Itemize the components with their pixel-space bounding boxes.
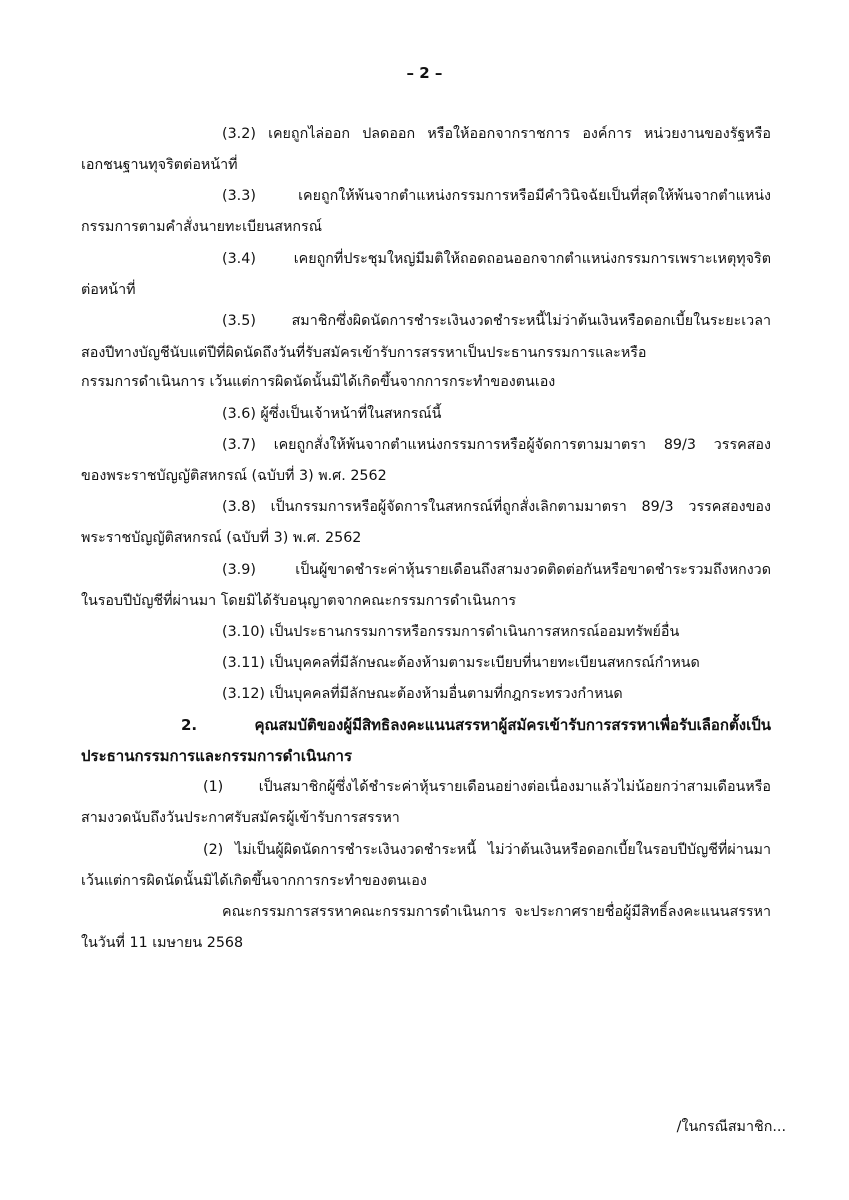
text-line: (3.9) เป็นผู้ขาดชำระค่าหุ้นรายเดือนถึงสามงวดติดต่อกันหรือขาดชำระรวมถึงหกงวด <box>222 562 771 578</box>
text-line: (3.8) เป็นกรรมการหรือผู้จัดการในสหกรณ์ที่ถูกสั่งเลิกตามมาตรา 89/3 วรรคสองของ <box>222 499 771 515</box>
text-line: (3.5) สมาชิกซึ่งผิดนัดการชำระเงินงวดชำระหนี้ไม่ว่าต้นเงินหรือดอกเบี้ยในระยะเวลา <box>222 313 771 329</box>
section-heading: 2. คุณสมบัติของผู้มีสิทธิลงคะแนนสรรหาผู้สมัครเข้ารับการสรรหาเพื่อรับเลือกตั้งเป็น <box>181 716 771 734</box>
page-number: – 2 – <box>406 64 443 82</box>
text-line: ในวันที่ 11 เมษายน 2568 <box>81 935 244 951</box>
text-line: (3.3) เคยถูกให้พ้นจากตำแหน่งกรรมการหรือมีคำวินิจฉัยเป็นที่สุดให้พ้นจากตำแหน่ง <box>222 188 771 204</box>
section-heading-cont: ประธานกรรมการและกรรมการดำเนินการ <box>81 747 353 765</box>
text-line: (3.10) เป็นประธานกรรมการหรือกรรมการดำเนินการสหกรณ์ออมทรัพย์อื่น <box>222 624 680 640</box>
text-line: ในรอบปีบัญชีที่ผ่านมา โดยมิได้รับอนุญาตจากคณะกรรมการดำเนินการ <box>81 593 517 609</box>
text-line: เว้นแต่การผิดนัดนั้นมิได้เกิดขึ้นจากการกระทำของตนเอง <box>81 873 427 889</box>
text-line: ของพระราชบัญญัติสหกรณ์ (ฉบับที่ 3) พ.ศ. 2562 <box>81 468 387 484</box>
text-line: คณะกรรมการสรรหาคณะกรรมการดำเนินการ จะประกาศรายชื่อผู้มีสิทธิ์ลงคะแนนสรรหา <box>222 904 771 920</box>
text-line: ต่อหน้าที่ <box>81 282 136 298</box>
text-line: (3.7) เคยถูกสั่งให้พ้นจากตำแหน่งกรรมการหรือผู้จัดการตามมาตรา 89/3 วรรคสอง <box>222 437 771 453</box>
text-line: กรรมการตามคำสั่งนายทะเบียนสหกรณ์ <box>81 219 322 235</box>
text-line: (3.6) ผู้ซึ่งเป็นเจ้าหน้าที่ในสหกรณ์นี้ <box>222 406 442 422</box>
text-line: เอกชนฐานทุจริตต่อหน้าที่ <box>81 157 238 173</box>
text-line: (3.4) เคยถูกที่ประชุมใหญ่มีมติให้ถอดถอนออกจากตำแหน่งกรรมการเพราะเหตุทุจริต <box>222 251 771 267</box>
text-line: (2) ไม่เป็นผู้ผิดนัดการชำระเงินงวดชำระหนี้ ไม่ว่าต้นเงินหรือดอกเบี้ยในรอบปีบัญชีที่ผ่านมา <box>203 842 771 858</box>
text-line: สองปีทางบัญชีนับแต่ปีที่ผิดนัดถึงวันที่รับสมัครเข้ารับการสรรหาเป็นประธานกรรมการและหรือ <box>81 345 647 361</box>
text-line: (3.2) เคยถูกไล่ออก ปลดออก หรือให้ออกจากราชการ องค์การ หน่วยงานของรัฐหรือ <box>222 126 771 142</box>
text-line: (1) เป็นสมาชิกผู้ซึ่งได้ชำระค่าหุ้นรายเดือนอย่างต่อเนื่องมาแล้วไม่น้อยกว่าสามเดือนหรือ <box>203 779 771 795</box>
text-line: (3.12) เป็นบุคคลที่มีลักษณะต้องห้ามอื่นตามที่กฎกระทรวงกำหนด <box>222 686 623 702</box>
text-line: (3.11) เป็นบุคคลที่มีลักษณะต้องห้ามตามระเบียบที่นายทะเบียนสหกรณ์กำหนด <box>222 655 700 671</box>
text-line: สามงวดนับถึงวันประกาศรับสมัครผู้เข้ารับการสรรหา <box>81 810 400 826</box>
continuation-note: /ในกรณีสมาชิก... <box>676 1119 786 1135</box>
text-line: กรรมการดำเนินการ เว้นแต่การผิดนัดนั้นมิได้เกิดขึ้นจากการกระทำของตนเอง <box>81 374 556 390</box>
text-line: พระราชบัญญัติสหกรณ์ (ฉบับที่ 3) พ.ศ. 2562 <box>81 530 362 546</box>
